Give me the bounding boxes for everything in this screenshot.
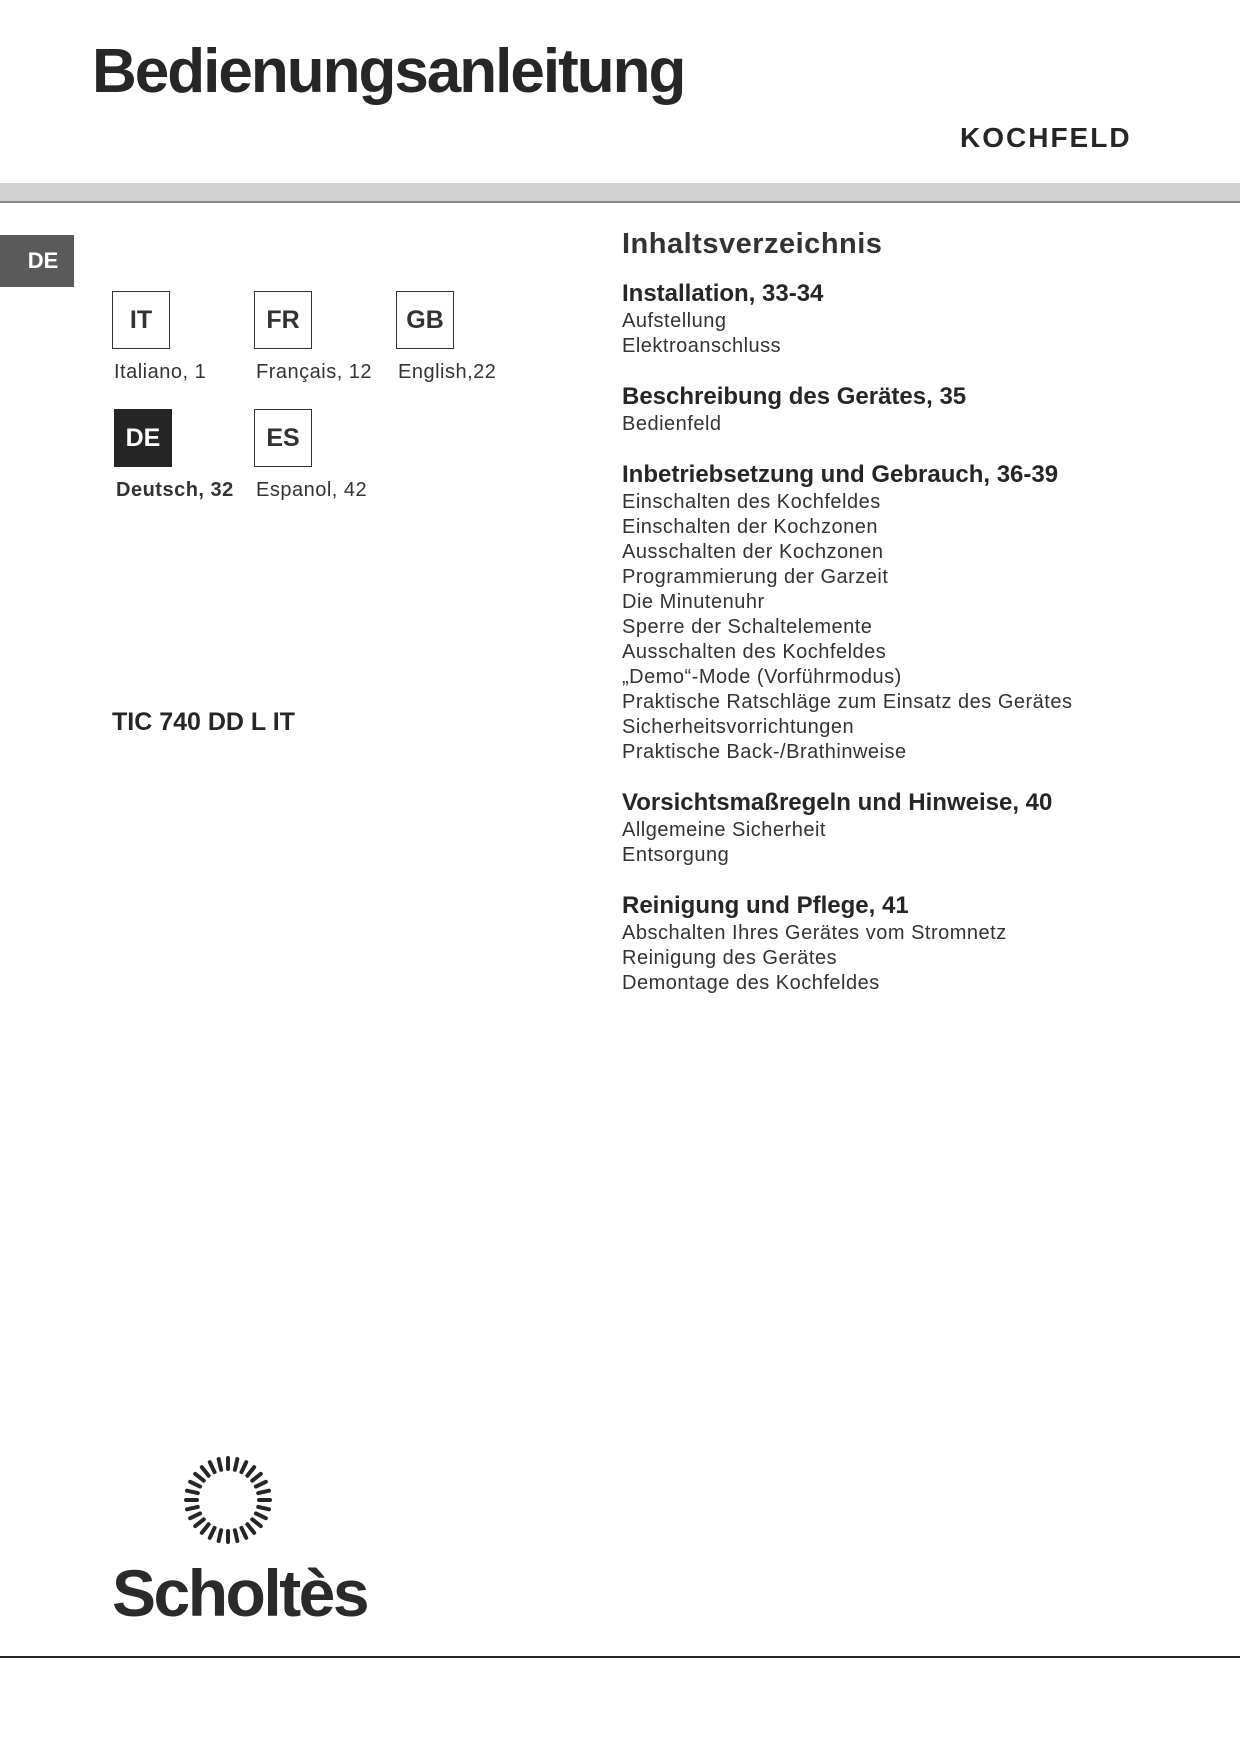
toc-section-title[interactable]: Reinigung und Pflege, 41 xyxy=(622,892,909,919)
toc-item[interactable]: Praktische Back-/Brathinweise xyxy=(622,741,907,763)
logo-ray xyxy=(187,1511,202,1521)
footer-divider xyxy=(0,1656,1240,1658)
logo-ray xyxy=(253,1511,268,1521)
logo-ray xyxy=(253,1479,268,1489)
brand-logo: Scholtès xyxy=(112,1556,368,1630)
toc-item[interactable]: Entsorgung xyxy=(622,844,730,866)
language-item-de[interactable] xyxy=(114,409,234,501)
logo-ray xyxy=(226,1456,230,1471)
language-code-box[interactable]: ES xyxy=(254,409,312,467)
logo-ray xyxy=(233,1528,240,1544)
toc-item[interactable]: Allgemeine Sicherheit xyxy=(622,819,826,841)
product-category: KOCHFELD xyxy=(960,122,1132,153)
logo-ray xyxy=(207,1459,217,1474)
language-code-box[interactable]: GB xyxy=(396,291,454,349)
toc-section-cleaning xyxy=(622,891,1182,996)
toc-item[interactable]: Elektroanschluss xyxy=(622,335,782,357)
toc-item[interactable]: Demontage des Kochfeldes xyxy=(622,972,880,994)
toc-section-usage xyxy=(622,460,1182,765)
logo-ray xyxy=(226,1529,230,1544)
toc-section-title[interactable]: Inbetriebsetzung und Gebrauch, 36-39 xyxy=(622,461,1059,488)
toc-section-title[interactable]: Beschreibung des Gerätes, 35 xyxy=(622,383,967,410)
toc-item[interactable]: Praktische Ratschläge zum Einsatz des Gerätes xyxy=(622,691,1073,713)
logo-ray xyxy=(239,1525,249,1540)
toc-item[interactable]: Reinigung des Gerätes xyxy=(622,947,838,969)
logo-ray xyxy=(185,1488,201,1495)
sun-ring-logo-icon xyxy=(108,1448,348,1548)
language-label: Espanol, 42 xyxy=(256,479,368,501)
language-item-it[interactable] xyxy=(112,291,207,383)
language-item-es[interactable] xyxy=(254,409,368,501)
language-label: Français, 12 xyxy=(256,361,373,383)
language-code-box[interactable]: IT xyxy=(112,291,170,349)
language-side-tab: DE xyxy=(0,235,74,287)
toc-item[interactable]: „Demo“-Mode (Vorführmodus) xyxy=(622,666,902,688)
logo-ray xyxy=(216,1528,223,1544)
logo-ray xyxy=(216,1457,223,1473)
language-item-fr[interactable] xyxy=(254,291,373,383)
language-label-active: Deutsch, 32 xyxy=(116,479,234,501)
language-label: English,22 xyxy=(398,361,497,383)
logo-ray xyxy=(256,1488,272,1495)
toc-section-description xyxy=(622,382,1182,437)
toc-heading: Inhaltsverzeichnis xyxy=(622,228,883,260)
header-band xyxy=(0,183,1240,201)
logo-ray xyxy=(185,1505,201,1512)
logo-ray xyxy=(257,1498,272,1502)
logo-ray xyxy=(184,1498,199,1502)
toc-section-precautions xyxy=(622,788,1182,868)
language-code-box[interactable]: FR xyxy=(254,291,312,349)
toc-item[interactable]: Programmierung der Garzeit xyxy=(622,566,889,588)
document-title: Bedienungsanleitung xyxy=(92,37,685,106)
toc-item[interactable]: Einschalten des Kochfeldes xyxy=(622,491,881,513)
toc-section-title[interactable]: Vorsichtsmaßregeln und Hinweise, 40 xyxy=(622,789,1053,816)
toc-item[interactable]: Abschalten Ihres Gerätes vom Stromnetz xyxy=(622,922,1007,944)
toc-item[interactable]: Einschalten der Kochzonen xyxy=(622,516,878,538)
header-divider xyxy=(0,201,1240,203)
model-number: TIC 740 DD L IT xyxy=(112,708,295,736)
toc-item[interactable]: Sperre der Schaltelemente xyxy=(622,616,873,638)
table-of-contents xyxy=(622,228,1182,1019)
language-label: Italiano, 1 xyxy=(114,361,207,383)
logo-ray xyxy=(239,1459,249,1474)
language-item-gb[interactable] xyxy=(396,291,497,383)
language-code-box-active[interactable]: DE xyxy=(114,409,172,467)
logo-ray xyxy=(207,1525,217,1540)
toc-section-installation xyxy=(622,279,1182,359)
toc-section-title[interactable]: Installation, 33-34 xyxy=(622,280,824,307)
toc-item[interactable]: Ausschalten der Kochzonen xyxy=(622,541,884,563)
logo-ray xyxy=(187,1479,202,1489)
toc-item[interactable]: Aufstellung xyxy=(622,310,727,332)
toc-item[interactable]: Die Minutenuhr xyxy=(622,591,765,613)
toc-item[interactable]: Bedienfeld xyxy=(622,413,722,435)
logo-ray xyxy=(233,1457,240,1473)
toc-item[interactable]: Ausschalten des Kochfeldes xyxy=(622,641,887,663)
toc-item[interactable]: Sicherheitsvorrichtungen xyxy=(622,716,855,738)
logo-ray xyxy=(256,1505,272,1512)
